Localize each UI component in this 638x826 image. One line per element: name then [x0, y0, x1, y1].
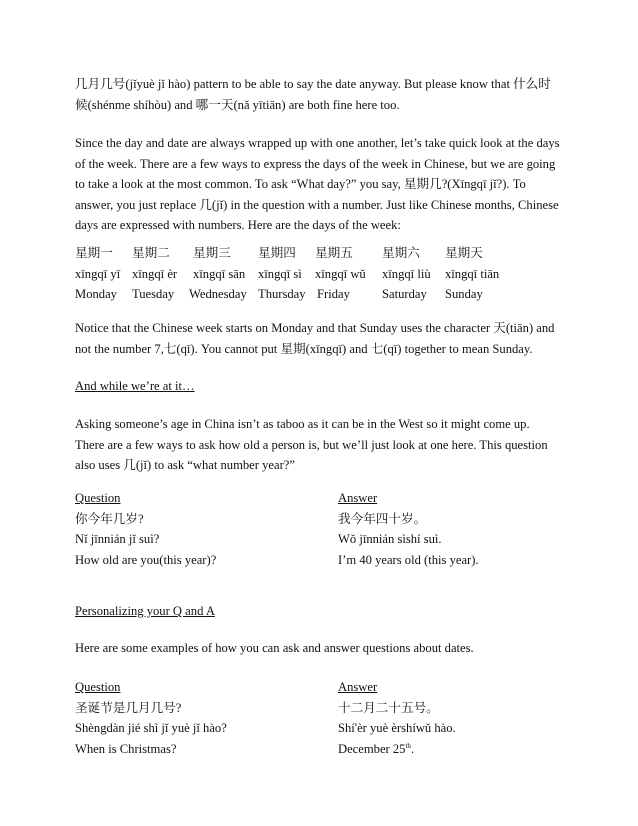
day-hanzi: 星期二 [132, 246, 170, 260]
days-of-week-table [75, 243, 565, 305]
question-text: When is Christmas? [75, 741, 177, 756]
qa-row [75, 698, 565, 719]
qa-row [75, 739, 565, 760]
answer-text: I’m 40 years old (this year). [338, 552, 479, 567]
age-qa-table [75, 488, 565, 570]
answer-text [338, 739, 414, 760]
section-heading: And while we’re at it… [75, 379, 195, 393]
age-paragraph-line: Asking someone’s age in China isn’t as taboo as it can be in the West so it might come up. [75, 417, 530, 431]
notice-line: not the number 7,七(qī). You cannot put 星期(xīngqī) and 七(qī) together to mean Sunday. [75, 341, 533, 356]
day-pinyin: xīngqī tiān [445, 266, 500, 281]
day-pinyin: xīngqī èr [132, 266, 178, 281]
day-pinyin: xīngqī yī [75, 266, 121, 281]
days-paragraph-line: answer, you just replace 几(jǐ) in the question with a number. Just like Chinese months, Chinese [75, 197, 559, 212]
section-heading: Personalizing your Q and A [75, 604, 215, 618]
days-paragraph-line: days are expressed with numbers. Here are the days of the week: [75, 218, 401, 232]
day-english: Tuesday [132, 287, 175, 301]
section-heading-age [75, 376, 565, 397]
day-hanzi: 星期四 [258, 246, 296, 260]
answer-period: . [410, 741, 415, 756]
answer-label: Answer [338, 680, 378, 694]
qa-row [75, 509, 565, 530]
day-pinyin: xīngqī wǔ [315, 266, 366, 281]
day-hanzi: 星期五 [315, 246, 353, 260]
question-label: Question [75, 680, 121, 694]
qa-header-row [75, 677, 565, 698]
age-paragraph-line: also uses 几(jǐ) to ask “what number year?” [75, 458, 295, 472]
age-paragraph [75, 414, 565, 476]
day-english: Thursday [258, 287, 306, 301]
dates-paragraph-line: Here are some examples of how you can ask and answer questions about dates. [75, 641, 474, 655]
answer-label: Answer [338, 491, 378, 505]
qa-row [75, 718, 565, 739]
qa-row [75, 529, 565, 550]
days-paragraph-line: Since the day and date are always wrapped up with one another, let’s take quick look at the days [75, 136, 560, 150]
days-hanzi-row [75, 243, 565, 264]
question-text: 圣诞节是几月几号? [75, 700, 182, 715]
day-hanzi: 星期一 [75, 246, 113, 260]
age-paragraph-line: There are a few ways to ask how old a person is, but we’ll just look at one here. This question [75, 437, 548, 452]
day-pinyin: xīngqī sì [258, 266, 302, 281]
intro-line: 几月几号(jǐyuè jǐ hào) pattern to be able to say the date anyway. But please know that 什么时 [75, 77, 551, 91]
notice-paragraph [75, 318, 565, 359]
day-english: Friday [317, 287, 350, 301]
day-english: Saturday [382, 287, 427, 301]
intro-paragraph [75, 74, 565, 115]
days-paragraph [75, 133, 565, 236]
day-english: Monday [75, 287, 117, 301]
ordinal-suffix: th [405, 741, 411, 750]
days-english-row [75, 284, 565, 305]
qa-row [75, 550, 565, 571]
day-hanzi: 星期六 [382, 246, 420, 260]
notice-line: Notice that the Chinese week starts on Monday and that Sunday uses the character 天(tiān) and [75, 321, 555, 335]
answer-text: 我今年四十岁。 [338, 511, 427, 526]
days-pinyin-row [75, 264, 565, 285]
dates-paragraph [75, 638, 565, 659]
answer-text: Shí'èr yuè èrshíwǔ hào. [338, 721, 456, 735]
days-paragraph-line: to take a look at the most common. To ask “What day?” you say, 星期几?(Xīngqī jǐ?). To [75, 177, 526, 191]
christmas-qa-table [75, 677, 565, 759]
qa-header-row [75, 488, 565, 509]
day-hanzi: 星期天 [445, 246, 483, 260]
day-pinyin: xīngqī liù [382, 266, 431, 281]
answer-date: December 25 [338, 741, 406, 756]
question-text: How old are you(this year)? [75, 552, 217, 567]
answer-text: 十二月二十五号。 [338, 700, 439, 715]
day-pinyin: xīngqī sān [193, 266, 246, 281]
day-hanzi: 星期三 [193, 246, 231, 260]
question-text: Nǐ jīnnián jǐ suì? [75, 532, 160, 546]
intro-line: 候(shénme shíhòu) and 哪一天(nǎ yītiān) are both fine here too. [75, 97, 400, 112]
days-paragraph-line: of the week. There are a few ways to express the days of the week in Chinese, but we are going [75, 156, 556, 171]
question-text: Shèngdàn jié shì jǐ yuè jǐ hào? [75, 721, 227, 735]
answer-text: Wǒ jīnnián sìshí suì. [338, 532, 442, 546]
day-english: Sunday [445, 287, 483, 301]
question-text: 你今年几岁? [75, 511, 144, 526]
section-heading-personalizing [75, 601, 565, 622]
day-english: Wednesday [189, 287, 247, 301]
question-label: Question [75, 491, 121, 505]
